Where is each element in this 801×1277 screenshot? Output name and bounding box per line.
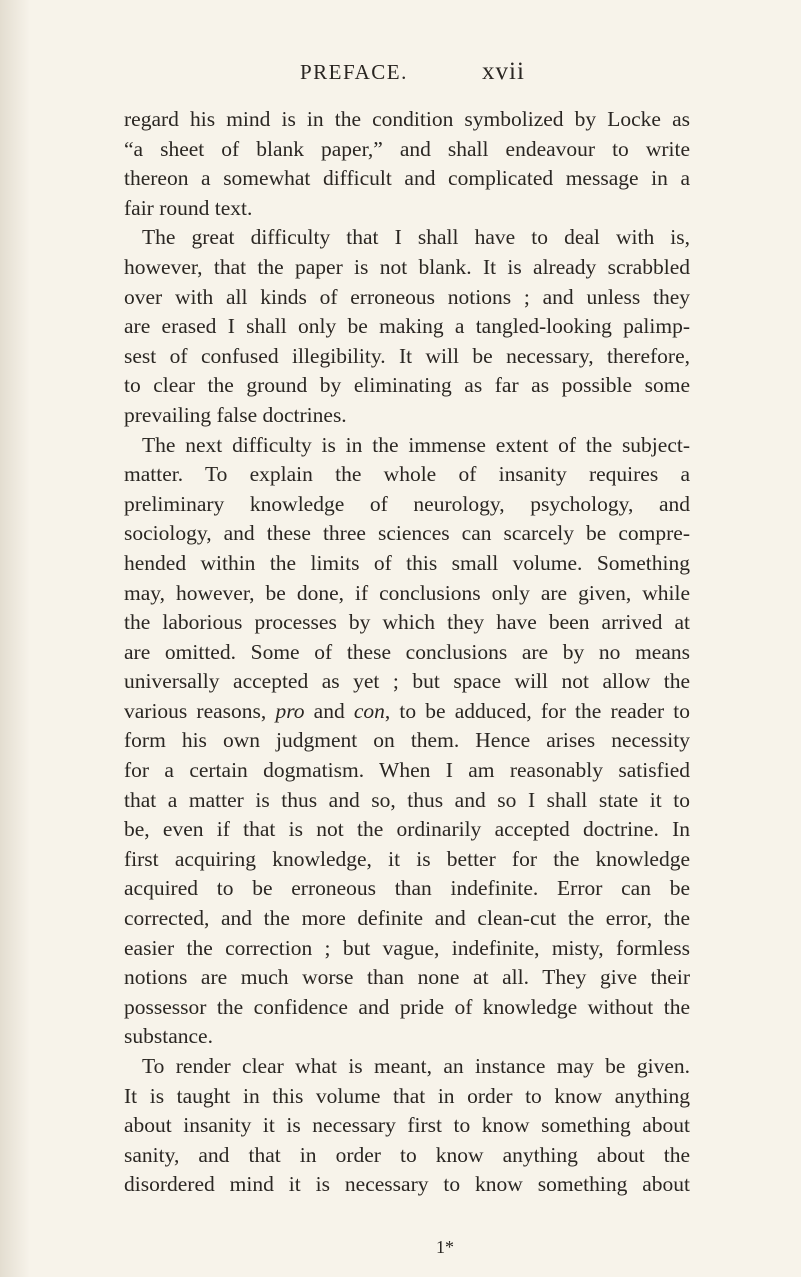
text-line: prevailing false doctrines. [124,402,347,427]
page-number: xvii [482,58,525,85]
italic-pro: pro [275,698,305,723]
text-line: first acquiring knowledge, it is better for the knowledge [124,846,690,871]
text-line: regard his mind is in the condition symbolized by Locke as [124,107,690,131]
text-line: sest of confused illegibility. It will be necessary, therefore, [124,343,690,368]
text-line: The next difficulty is in the immense extent of the subject- [142,432,690,457]
text-line: are erased I shall only be making a tangled-looking palimp- [124,314,690,339]
text-line: acquired to be erroneous than indefinite. Error can be [124,876,690,901]
text-line: corrected, and the more definite and clean-cut the error, the [124,906,690,931]
text-line: the laborious processes by which they have been arrived at [124,610,690,635]
text-line: notions are much worse than none at all. They give their [124,965,690,990]
text-line: It is taught in this volume that in order to know anything [124,1083,690,1108]
text-line: however, that the paper is not blank. It is already scrabbled [124,254,690,279]
text-line: over with all kinds of erroneous notions ; and unless they [124,284,690,309]
text-line: fair round text. [124,195,253,220]
text-line: sociology, and these three sciences can scarcely be compre- [124,521,690,546]
text-line: matter. To explain the whole of insanity requires a [124,462,690,487]
text-line: to clear the ground by eliminating as far as possible some [124,373,690,398]
gutter-shadow [0,0,30,1277]
text-line: various reasons, pro and con, to be adduced, for the reader to [124,698,691,723]
body-text [124,105,690,1200]
text-line: thereon a somewhat difficult and complicated message in a [124,166,690,191]
text-line: that a matter is thus and so, thus and so I shall state it to [124,787,690,812]
text-line: The great difficulty that I shall have to deal with is, [142,225,690,250]
text-line: disordered mind it is necessary to know something about [124,1172,690,1197]
text-line: hended within the limits of this small volume. Something [124,550,690,575]
text-line: substance. [124,1024,213,1049]
text-line: about insanity it is necessary first to know something about [124,1113,690,1138]
text-line: be, even if that is not the ordinarily accepted doctrine. In [124,817,690,842]
running-head [0,60,801,100]
text-line: for a certain dogmatism. When I am reasonably satisfied [124,758,690,783]
text-line: are omitted. Some of these conclusions are by no means [124,639,690,664]
text-line: easier the correction ; but vague, indefinite, misty, formless [124,935,690,960]
text-line: universally accepted as yet ; but space will not allow the [124,669,690,694]
text-line: form his own judgment on them. Hence arises necessity [124,728,690,753]
signature-mark: 1* [436,1237,454,1257]
text-line: may, however, be done, if conclusions only are given, while [124,580,690,605]
text-line: “a sheet of blank paper,” and shall endeavour to write [124,136,690,161]
running-head-title: PREFACE. [300,60,408,84]
italic-con: con [353,698,385,723]
text-line: possessor the confidence and pride of knowledge without the [124,994,690,1019]
text-line: sanity, and that in order to know anything about the [124,1142,690,1167]
text-line: To render clear what is meant, an instance may be given. [142,1054,690,1078]
text-line: preliminary knowledge of neurology, psychology, and [124,491,690,516]
